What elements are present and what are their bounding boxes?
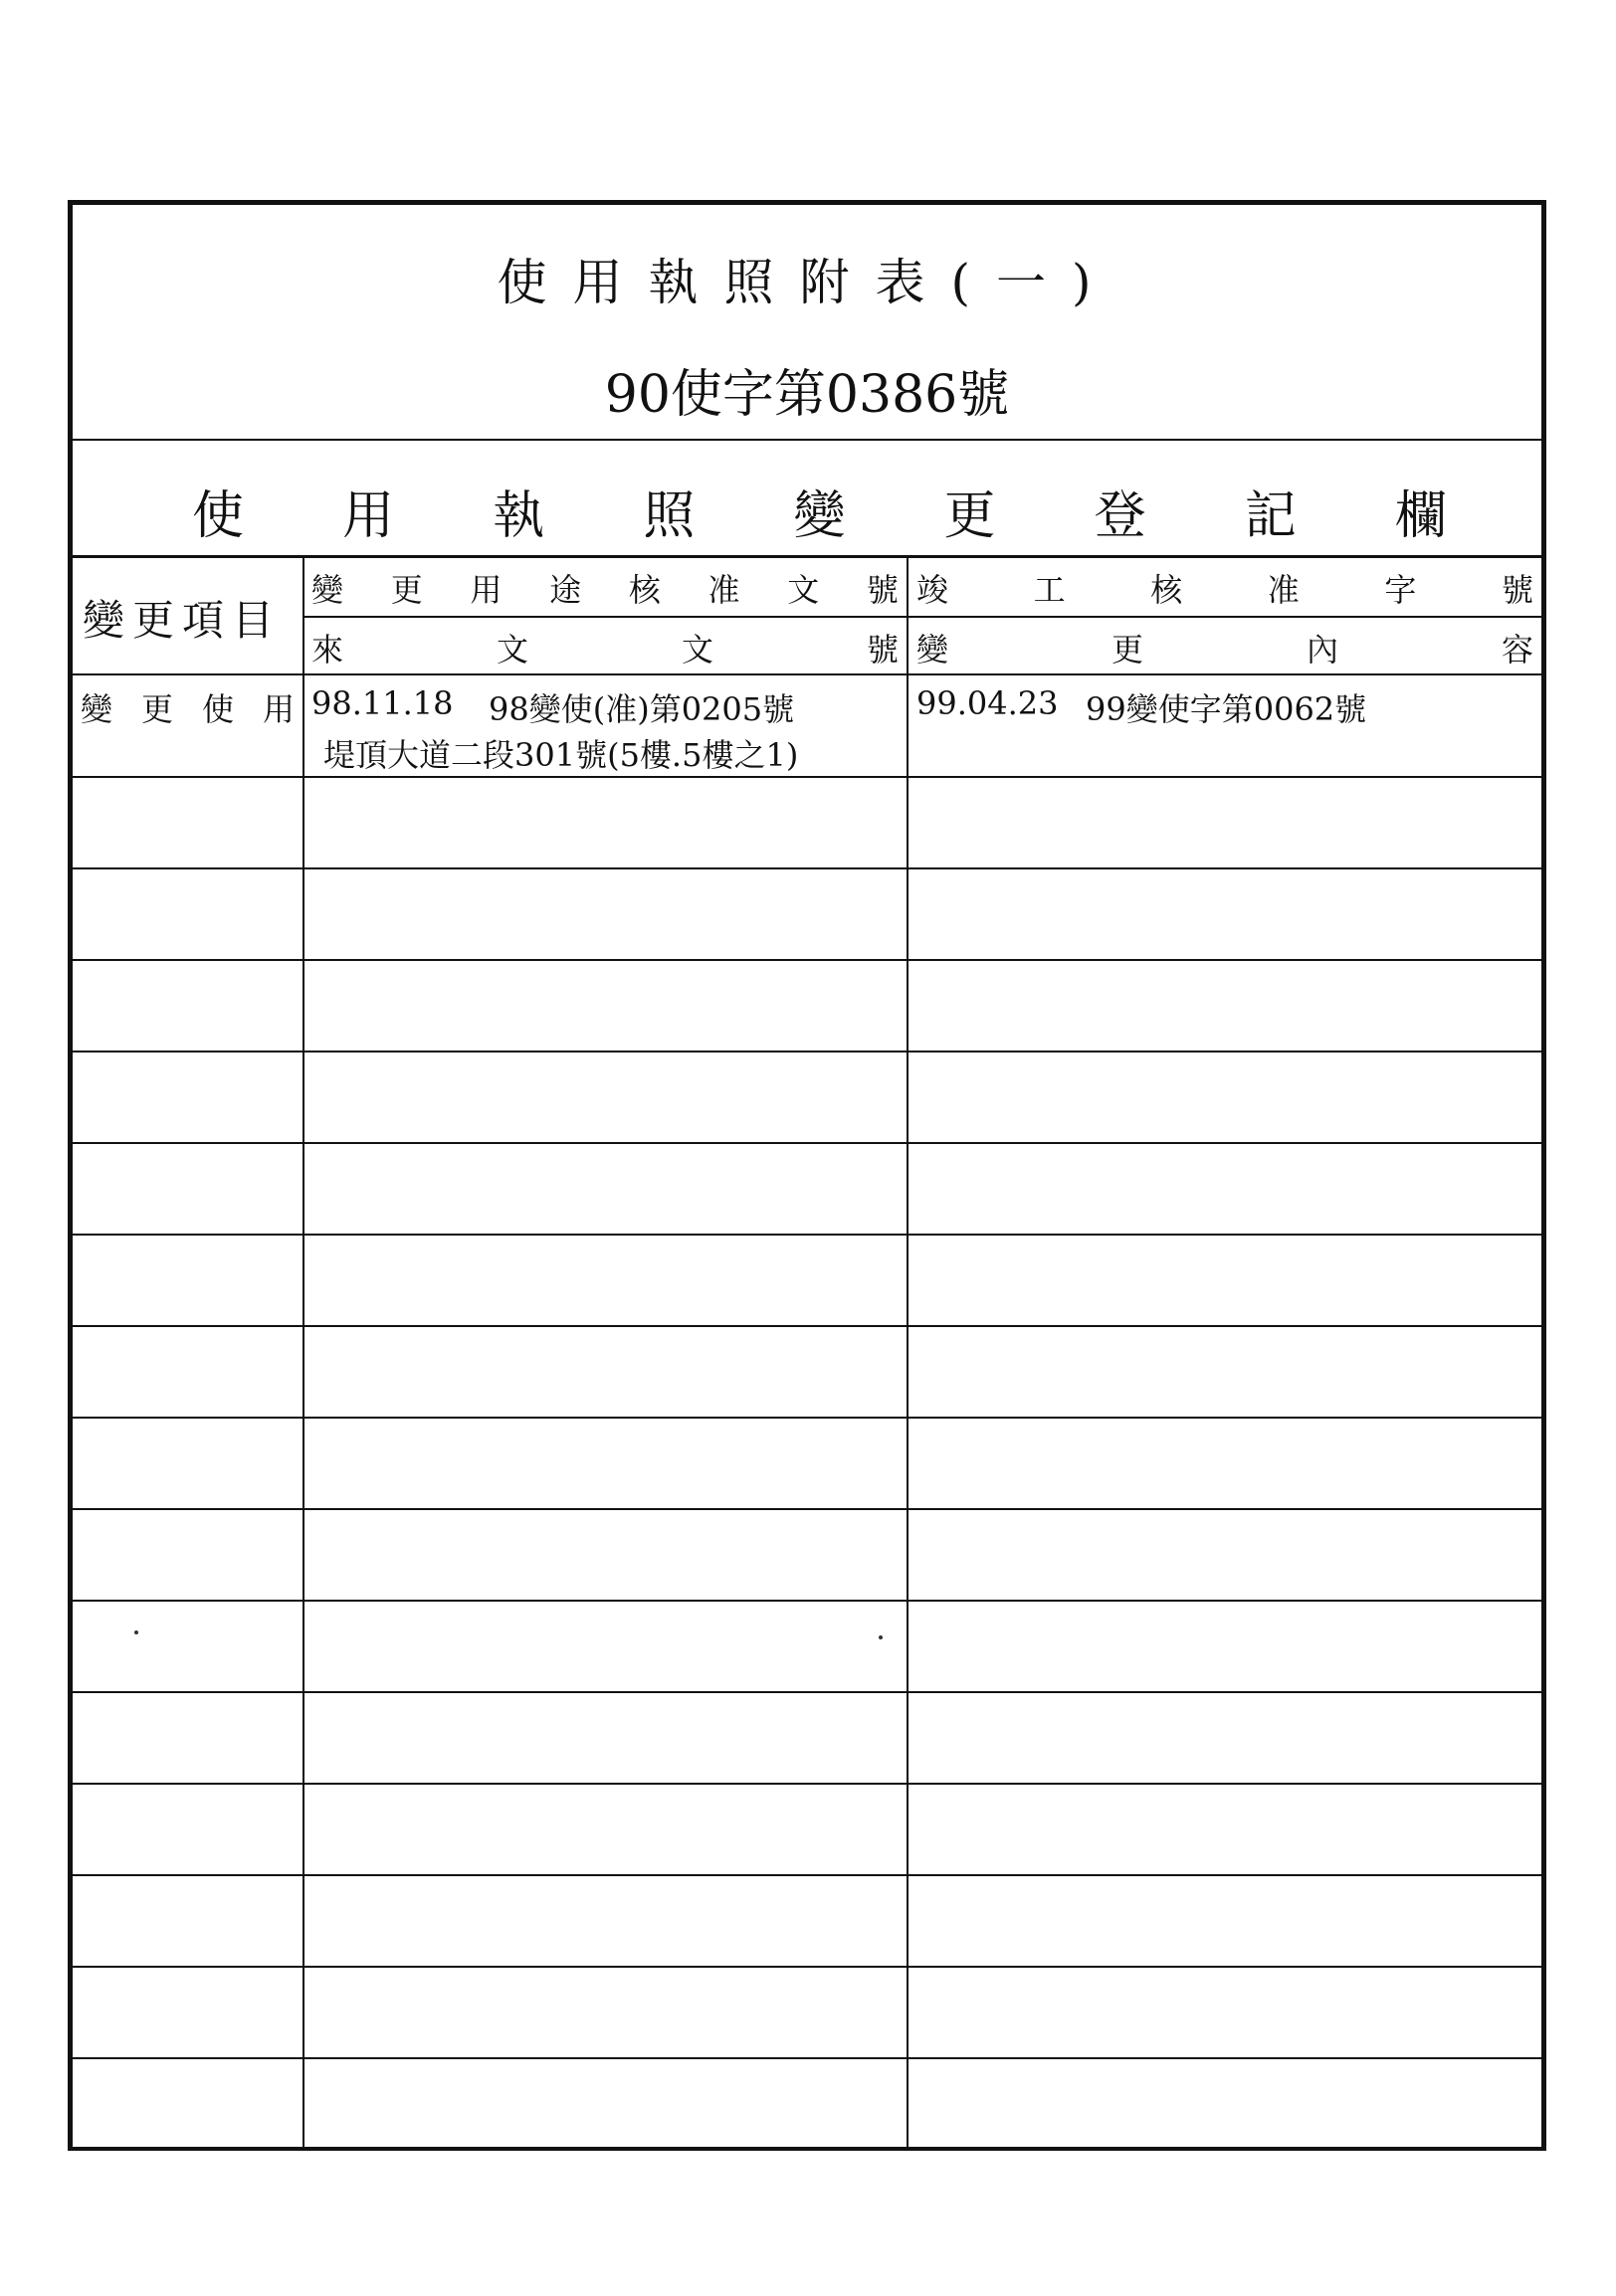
table-row: [73, 2057, 1541, 2059]
scan-speck: [879, 1635, 883, 1639]
header-change-item: 變更項目: [83, 596, 283, 645]
table-row: [73, 1051, 1541, 1052]
license-number: 90使字第0386號: [604, 365, 1010, 425]
divider: [73, 673, 1541, 675]
entry-completion-no: 99變使字第0062號: [1086, 690, 1367, 728]
table-row: [73, 1600, 1541, 1602]
table-row: [73, 1142, 1541, 1144]
table-row: [73, 1691, 1541, 1693]
table-row: [73, 1966, 1541, 1968]
divider: [303, 616, 1541, 618]
table-row: [73, 776, 1541, 778]
column-divider: [907, 555, 909, 2147]
table-row: [73, 1325, 1541, 1327]
entry-approval-date: 98.11.18: [311, 684, 454, 722]
form-title: 使用執照附表(一): [497, 254, 1117, 311]
header-approval-doc-no: 變 更 用 途 核 准 文 號: [311, 571, 899, 609]
license-attachment-form: [68, 200, 1546, 2151]
table-row: [73, 867, 1541, 869]
table-row: [73, 1874, 1541, 1876]
entry-completion-date: 99.04.23: [916, 684, 1059, 722]
table-row: [73, 1417, 1541, 1419]
change-registration-banner: 使 用 執 照 變 更 登 記 欄: [192, 486, 1447, 546]
table-row: [73, 959, 1541, 961]
header-change-content: 變 更 內 容: [916, 631, 1533, 669]
column-divider: [303, 555, 304, 2147]
table-row: [73, 1508, 1541, 1510]
entry-approval-no: 98變使(准)第0205號: [489, 690, 795, 728]
divider: [73, 439, 1541, 441]
entry-address: 堤頂大道二段301號(5樓.5樓之1): [323, 736, 799, 774]
header-completion-no: 竣 工 核 准 字 號: [916, 571, 1533, 609]
scan-speck: [134, 1630, 138, 1634]
table-row: [73, 1783, 1541, 1785]
header-incoming-doc-no: 來 文 文 號: [311, 631, 899, 669]
entry-change-item: 變 更 使 用: [81, 690, 295, 728]
table-row: [73, 1234, 1541, 1236]
divider: [73, 555, 1541, 558]
